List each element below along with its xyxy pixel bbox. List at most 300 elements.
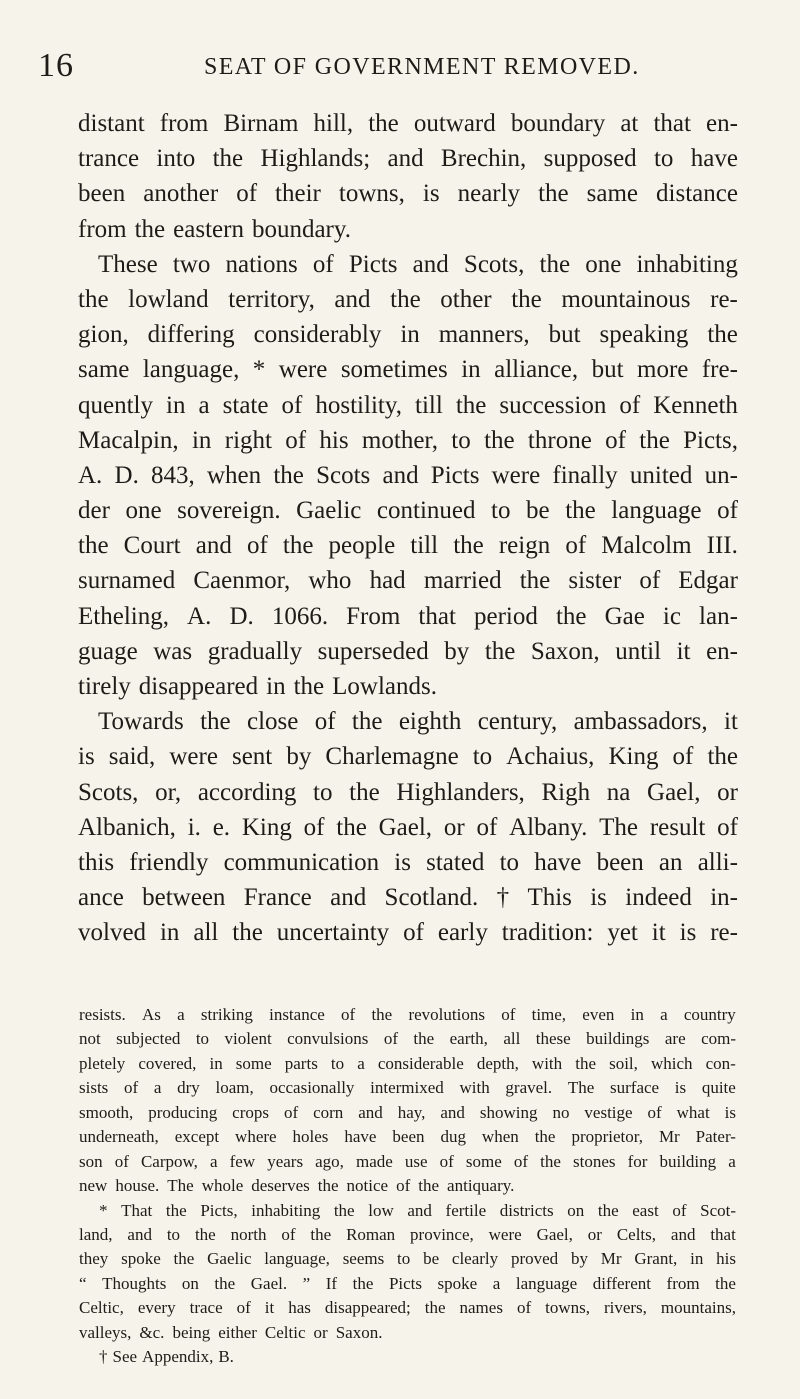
word: quite <box>701 1078 736 1098</box>
word: the <box>538 180 569 208</box>
footnote-line <box>79 1247 736 1271</box>
word: which <box>650 1053 693 1073</box>
word: but <box>591 356 624 384</box>
word: time, <box>531 1005 567 1024</box>
word: Picts, <box>200 1200 238 1220</box>
word: every <box>137 1298 176 1318</box>
word: uncertainty <box>276 919 390 947</box>
word: and <box>407 1200 432 1220</box>
word: these <box>535 1029 571 1049</box>
footnotes <box>79 1003 736 1370</box>
word: Court <box>123 532 181 560</box>
word: earth, <box>449 1029 488 1049</box>
word: manners, <box>438 321 530 349</box>
word: the <box>565 497 596 525</box>
word: sovereign. <box>177 497 281 525</box>
word: the <box>317 1176 339 1196</box>
footnote-line <box>79 1296 736 1320</box>
word: the <box>707 743 738 771</box>
word: spoke <box>121 1249 161 1269</box>
word: towns, <box>338 180 405 208</box>
word: a <box>153 1078 162 1098</box>
word: is <box>590 884 607 912</box>
word: trance <box>78 145 140 173</box>
word: re- <box>710 919 738 947</box>
word: and <box>382 461 419 489</box>
word: and <box>670 1224 696 1244</box>
word: considerably <box>253 321 382 349</box>
main-text-line <box>78 739 738 774</box>
word: the <box>453 532 484 560</box>
word: more <box>637 356 689 384</box>
word: to <box>195 1029 210 1049</box>
word: who <box>308 567 352 595</box>
word: been <box>78 180 126 208</box>
word: stated <box>426 848 485 876</box>
word: the <box>78 532 109 560</box>
word: Towards <box>98 708 184 736</box>
word: Charlemagne <box>325 743 459 771</box>
word: Picts <box>348 250 398 278</box>
word: ance <box>78 884 124 912</box>
word: in <box>159 919 180 947</box>
word: have <box>690 145 738 173</box>
word: eighth <box>398 708 462 736</box>
word: till <box>415 391 443 419</box>
word: Appendix, <box>142 1347 214 1367</box>
word: a <box>177 1005 185 1024</box>
main-text-line <box>78 669 738 704</box>
word: a <box>660 1005 668 1024</box>
word: Gael, <box>647 778 701 806</box>
main-text-line <box>78 176 738 211</box>
word: “ <box>79 1273 87 1293</box>
word: lan- <box>699 602 738 630</box>
word: towns, <box>545 1298 590 1318</box>
word: surnamed <box>78 567 176 595</box>
word: all <box>503 1029 521 1049</box>
word: between <box>142 884 226 912</box>
word: of <box>236 180 258 208</box>
word: pletely <box>79 1053 126 1073</box>
word: by <box>570 1249 588 1269</box>
word: loam, <box>215 1078 254 1098</box>
word: throne <box>527 426 592 454</box>
word: Malcolm <box>601 532 692 560</box>
word: is <box>78 743 95 771</box>
word: revolutions <box>408 1005 485 1024</box>
word: stones <box>573 1151 616 1171</box>
word: France <box>243 884 312 912</box>
word: it <box>264 1298 275 1318</box>
word: the <box>540 1151 561 1171</box>
word: at <box>620 110 639 137</box>
word: the <box>351 708 383 736</box>
word: from <box>666 1273 700 1293</box>
word: the <box>484 637 516 665</box>
word: the <box>212 145 244 173</box>
word: the <box>424 1298 446 1318</box>
word: made <box>356 1151 393 1171</box>
word: rivers, <box>603 1298 647 1318</box>
word: and <box>412 250 449 278</box>
word: low <box>368 1200 394 1220</box>
word: intermixed <box>370 1078 444 1098</box>
word: Celts, <box>616 1224 657 1244</box>
word: con- <box>705 1053 736 1073</box>
footnote-line <box>79 1125 736 1149</box>
word: the <box>390 285 421 313</box>
word: Gaelic <box>296 497 362 525</box>
word: * <box>252 356 266 384</box>
word: Pater- <box>695 1127 736 1147</box>
word: result <box>649 813 706 841</box>
word: was <box>153 637 193 665</box>
word: the <box>200 708 231 736</box>
word: Mr <box>658 1127 680 1147</box>
word: is <box>422 180 440 208</box>
word: other <box>440 285 492 313</box>
word: Gaelic <box>207 1249 252 1269</box>
word: As <box>141 1005 161 1024</box>
footnote-line <box>79 1052 736 1076</box>
word: of <box>403 919 424 947</box>
footnote-line <box>79 1076 736 1100</box>
word: a <box>492 1273 501 1293</box>
word: names <box>459 1298 503 1318</box>
word: united <box>629 461 693 489</box>
word: east <box>632 1200 659 1220</box>
main-text-line <box>78 317 738 352</box>
main-text-line <box>78 423 738 458</box>
word: Edgar <box>678 567 738 595</box>
word: new <box>79 1176 108 1196</box>
word: with <box>459 1078 490 1098</box>
word: same <box>586 180 639 208</box>
word: in <box>630 1005 644 1024</box>
word: succession <box>499 391 607 419</box>
word: been <box>596 848 644 876</box>
word: married <box>423 567 502 595</box>
footnote-line <box>79 1272 736 1296</box>
word: quently <box>78 391 153 419</box>
word: of <box>717 497 738 525</box>
word: This <box>527 884 572 912</box>
word: years <box>267 1151 304 1171</box>
word: the <box>555 602 587 630</box>
word: for <box>627 1151 648 1171</box>
word: of <box>312 250 334 278</box>
word: of <box>672 1200 687 1220</box>
word: friendly <box>129 848 209 876</box>
main-text-line <box>78 599 738 634</box>
word: are <box>664 1029 686 1049</box>
word: one <box>125 497 162 525</box>
word: in <box>400 321 420 349</box>
word: finally <box>552 461 618 489</box>
word: III. <box>706 532 738 560</box>
word: Etheling, <box>78 602 169 630</box>
word: the <box>78 285 109 313</box>
word: depth, <box>476 1053 519 1073</box>
word: it <box>676 637 691 665</box>
word: trace <box>189 1298 223 1318</box>
word: sometimes <box>340 356 448 384</box>
word: early <box>437 919 488 947</box>
word: the <box>336 813 367 841</box>
word: See <box>112 1347 138 1367</box>
footnote-line <box>79 1223 736 1247</box>
word: is <box>679 919 697 947</box>
word: deserves <box>251 1176 310 1196</box>
word: have <box>344 1127 377 1147</box>
word: were <box>491 461 541 489</box>
word: north <box>230 1224 267 1244</box>
word: the <box>165 1200 187 1220</box>
word: † <box>496 884 510 912</box>
word: whole <box>201 1176 244 1196</box>
word: the <box>194 1224 216 1244</box>
word: boundary <box>510 110 606 137</box>
word: These <box>98 250 158 278</box>
main-text-line <box>78 528 738 563</box>
word: to <box>451 426 471 454</box>
word: and <box>387 145 424 173</box>
word: were <box>169 743 218 771</box>
word: Caenmor, <box>193 567 291 595</box>
word: proved <box>510 1249 559 1269</box>
word: no <box>552 1102 570 1122</box>
word: of <box>246 532 268 560</box>
word: A. <box>78 461 103 489</box>
word: nations <box>225 250 298 278</box>
word: Kenneth <box>653 391 738 419</box>
word: Celtic <box>264 1322 306 1342</box>
word: Thoughts <box>102 1273 167 1293</box>
word: the <box>310 1224 332 1244</box>
word: striking <box>200 1005 253 1024</box>
main-text-line <box>78 915 738 950</box>
word: had <box>369 567 406 595</box>
word: the <box>418 1176 440 1196</box>
word: distance <box>656 180 738 208</box>
word: century, <box>477 708 558 736</box>
word: of <box>605 426 626 454</box>
word: in <box>690 1249 704 1269</box>
word: they <box>79 1249 109 1269</box>
word: the <box>484 426 515 454</box>
word: disappeared <box>138 673 259 700</box>
word: of <box>281 1224 296 1244</box>
word: clearly <box>451 1249 499 1269</box>
word: of <box>619 391 641 419</box>
word: Picts <box>430 461 480 489</box>
word: indeed <box>625 884 692 912</box>
word: surface <box>610 1078 660 1098</box>
word: of <box>501 1005 516 1024</box>
word: mountainous <box>561 285 691 313</box>
word: disappeared; <box>324 1298 411 1318</box>
word: of <box>283 1102 299 1122</box>
main-text-line <box>78 634 738 669</box>
footnote-line <box>79 1150 736 1174</box>
main-text-line <box>78 388 738 423</box>
running-head: SEAT OF GOVERNMENT REMOVED. <box>204 54 640 80</box>
main-text-line <box>78 247 738 282</box>
word: guage <box>78 637 138 665</box>
word: be <box>423 1249 440 1269</box>
word: tradition: <box>501 919 594 947</box>
word: proprietor, <box>571 1127 643 1147</box>
word: period <box>474 602 538 630</box>
main-text-line <box>78 458 738 493</box>
word: * <box>99 1200 108 1220</box>
word: the <box>273 461 304 489</box>
word: his <box>319 426 349 454</box>
word: into <box>156 145 196 173</box>
word: of <box>396 1176 411 1196</box>
word: his <box>716 1249 736 1269</box>
word: territory, <box>228 285 315 313</box>
word: instance <box>269 1005 325 1024</box>
word: one <box>585 250 622 278</box>
word: of <box>236 1298 251 1318</box>
word: of <box>639 567 661 595</box>
word: that <box>418 602 456 630</box>
word: two <box>172 250 211 278</box>
word: of <box>114 1151 129 1171</box>
word: King <box>608 743 659 771</box>
main-text-line <box>78 352 738 387</box>
word: en- <box>706 110 738 137</box>
word: The <box>599 813 639 841</box>
word: Celtic, <box>79 1298 124 1318</box>
word: the <box>214 1273 236 1293</box>
word: to <box>166 1224 181 1244</box>
word: sists <box>79 1078 109 1098</box>
word: is <box>674 1078 687 1098</box>
word: &c. <box>139 1322 165 1342</box>
word: some <box>235 1053 272 1073</box>
word: in <box>166 391 186 419</box>
word: has <box>288 1298 311 1318</box>
word: communication <box>223 848 380 876</box>
word: of <box>672 743 694 771</box>
word: of <box>303 813 325 841</box>
word: is <box>394 848 411 876</box>
word: Roman <box>346 1224 396 1244</box>
word: of <box>281 391 303 419</box>
word: until <box>615 637 662 665</box>
word: B. <box>218 1347 234 1367</box>
word: violent <box>224 1029 272 1049</box>
word: that <box>710 1224 736 1244</box>
word: Grant, <box>634 1249 678 1269</box>
word: notice <box>346 1176 389 1196</box>
word: considerable <box>377 1053 464 1073</box>
footnote-line <box>79 1345 736 1369</box>
word: of <box>513 1151 529 1171</box>
word: eastern <box>173 215 244 243</box>
word: in- <box>710 884 738 912</box>
word: on <box>181 1273 199 1293</box>
word: the <box>639 426 670 454</box>
word: Righ <box>541 778 591 806</box>
word: yet <box>607 919 638 947</box>
word: Gael, <box>536 1224 573 1244</box>
word: un- <box>704 461 738 489</box>
word: parts <box>284 1053 318 1073</box>
word: Carpow, <box>140 1151 198 1171</box>
word: valleys, <box>79 1322 132 1342</box>
word: speaking <box>599 321 689 349</box>
word: the <box>352 1273 374 1293</box>
main-text-line <box>78 704 738 739</box>
word: and <box>334 285 371 313</box>
word: from <box>78 215 127 243</box>
word: of <box>314 708 336 736</box>
word: Highlands; <box>260 145 371 173</box>
word: e. <box>212 813 231 841</box>
word: have <box>534 848 582 876</box>
word: and <box>195 532 232 560</box>
word: from <box>159 110 209 137</box>
word: superseded <box>317 637 429 665</box>
word: to <box>491 497 511 525</box>
word: and <box>440 1102 465 1122</box>
word: close <box>247 708 299 736</box>
word: the <box>511 285 542 313</box>
word: their <box>275 180 321 208</box>
word: 1066. <box>271 602 329 630</box>
word: Birnam <box>223 110 299 137</box>
word: fertile <box>445 1200 487 1220</box>
main-text-line <box>78 880 738 915</box>
word: said, <box>108 743 156 771</box>
word: D. <box>229 602 254 630</box>
footnote-line <box>79 1101 736 1125</box>
word: Mr <box>600 1249 622 1269</box>
word: the <box>413 1029 435 1049</box>
word: dug <box>440 1127 466 1147</box>
word: language <box>515 1273 578 1293</box>
word: King <box>241 813 292 841</box>
word: a <box>210 1151 218 1171</box>
word: sent <box>231 743 273 771</box>
word: in <box>461 356 481 384</box>
word: Achaius, <box>506 743 595 771</box>
word: but <box>548 321 581 349</box>
word: except <box>174 1127 220 1147</box>
word: and <box>330 884 367 912</box>
word: alli- <box>697 848 738 876</box>
word: mother, <box>361 426 438 454</box>
word: gradually <box>207 637 303 665</box>
word: the <box>534 1127 556 1147</box>
word: alliance, <box>494 356 579 384</box>
page-header <box>0 44 800 92</box>
word: of <box>565 532 587 560</box>
word: der <box>78 497 110 525</box>
word: lowland <box>128 285 209 313</box>
word: soil, <box>609 1053 638 1073</box>
word: the <box>349 778 380 806</box>
word: land, <box>79 1224 113 1244</box>
word: all <box>193 919 219 947</box>
word: en- <box>706 637 738 665</box>
word: com- <box>701 1029 736 1049</box>
word: convulsions <box>287 1029 369 1049</box>
